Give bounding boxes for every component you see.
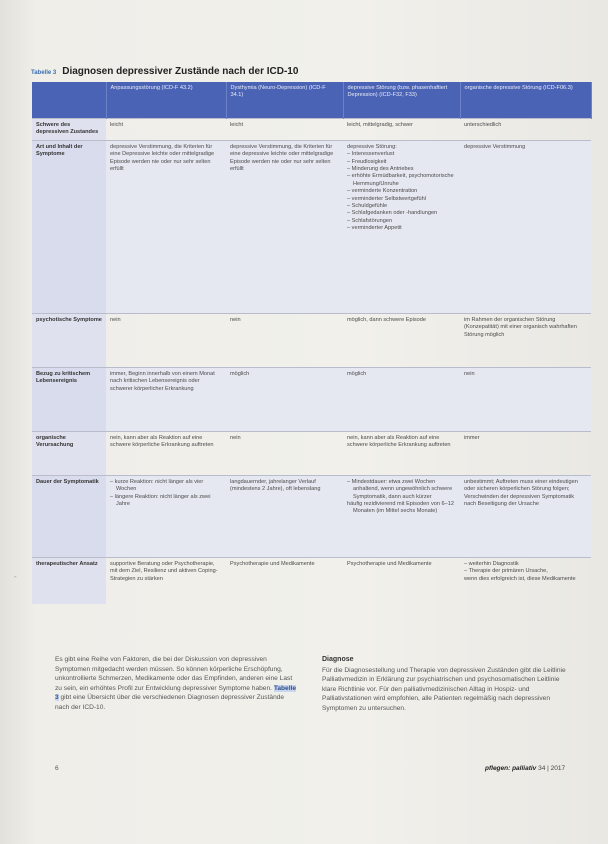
diagnosis-paragraph: Für die Diagnosestellung und Therapie von depressiven Zuständen gibt die Leitlinie Palliativmedizin in Erklärung zur psychiatrischen und psychosomatischen Leitlinie klare Richtlinie vor. Für den palliativmedizinischen Alltag in Hospiz- und Palliativstationen wird empfohlen, alle Patienten regelmäßig nach depressiven Symptomen zu untersuchen.: [322, 666, 566, 712]
page-edge-mark: -: [14, 572, 17, 581]
cell-list-item: – Freudlosigkeit: [347, 158, 387, 165]
table-cell: [343, 475, 460, 557]
cell-list-item: – Schlafgedanken oder -handlungen: [347, 210, 438, 217]
cell-list-item: – Schuldgefühle: [347, 203, 388, 210]
cell-list-item: häufig rezidivierend mit Episoden von 6–12 Monaten (im Mittel sechs Monate): [347, 501, 454, 515]
paragraph-text-1: Es gibt eine Reihe von Faktoren, die bei der Diskussion von depressiven Symptomen mitgedacht werden müssen. So können körperliche Erschöpfung, unkontrollierte Schmerzen, Medikamente oder das Empfinden, anderen eine Last zu sein, ein erhöhtes Profil zur Entwicklung depressiver Symptome haben.: [55, 656, 293, 692]
cell-list-item: – Schlafstörungen: [347, 217, 393, 224]
body-column-right: [322, 655, 567, 714]
table-row-life-event: [32, 367, 591, 431]
cell-list-item: – Minderung des Antriebes: [347, 166, 414, 173]
cell-list-item: – längere Reaktion: nicht länger als zwei Jahre: [110, 493, 211, 508]
row-header: organische Verursachung: [32, 431, 106, 475]
cell-list-item: – verminderter Selbstwertgefühl: [347, 195, 426, 202]
table-label: Tabelle 3: [31, 70, 57, 76]
table-cell: nein, kann aber als Reaktion auf eine schwere körperliche Erkrankung auftreten: [343, 431, 460, 475]
table-cell: nein: [106, 313, 226, 367]
header-organic-depression: organische depressive Störung (ICD-F06.3): [460, 82, 591, 119]
row-header: Art und Inhalt der Symptome: [32, 140, 106, 313]
table-row-therapy: [32, 557, 591, 604]
cell-list: [110, 479, 222, 509]
page-number: 6: [55, 765, 59, 772]
table-cell: langdauernder, jahrelanger Verlauf (mindestens 2 Jahre), oft lebenslang: [226, 475, 343, 557]
cell-list-item: – verminderte Konzentration: [347, 188, 418, 195]
table-cell: leicht: [226, 119, 343, 141]
intro-paragraph: [55, 655, 300, 713]
table-cell: depressive Verstimmung, die Kriterien für eine depressive leichte oder mittelgradige Episode werden nie oder nur sehr selten erfüllt: [226, 140, 343, 313]
table-cell: möglich: [343, 367, 460, 431]
body-text: [55, 655, 567, 714]
body-column-left: [55, 655, 300, 714]
header-dysthymia: Dysthymia (Neuro-Depression) (ICD-F 34.1): [226, 82, 343, 119]
row-header: Dauer der Symptomatik: [32, 475, 106, 557]
table-cell: immer: [460, 431, 591, 475]
table-cell: nein: [460, 367, 591, 431]
table-cell: im Rahmen der organischen Störung (Konzepatität) mit einer organisch wahrhaften Störung möglich: [460, 313, 591, 367]
row-header: therapeutischer Ansatz: [32, 557, 106, 604]
table-cell: unbestimmt; Auftreten muss einer eindeutigen oder sicheren körperlichen Störung folgen; Verschwinden der depressiven Symptomatik nach Beseitigung der Ursache: [460, 475, 591, 557]
table-cell: möglich: [226, 367, 343, 431]
table-cell: [106, 475, 226, 557]
row-header: Bezug zu kritischem Lebensereignis: [32, 367, 106, 431]
table-cell: unterschiedlich: [460, 119, 591, 141]
cell-list-item: – erhöhte Ermüdbarkeit, psychomotorische Hemmung/Unruhe: [347, 173, 454, 187]
cell-list-item: – weiterhin Diagnostik: [464, 560, 519, 567]
table-header-row: [32, 82, 591, 119]
cell-list: [347, 479, 456, 516]
cell-list: [464, 561, 587, 583]
row-header: psychotische Symptome: [32, 313, 106, 367]
journal-issue: 34 | 2017: [538, 765, 566, 772]
diagnosis-table: [32, 82, 592, 604]
table-row-severity: [32, 119, 591, 141]
table-cell: leicht: [106, 119, 226, 141]
table-cell: möglich, dann schwere Episode: [343, 313, 460, 367]
journal-name: pflegen: palliativ: [485, 765, 537, 772]
table-cell: Psychotherapie und Medikamente: [226, 557, 343, 604]
table-caption: [31, 66, 591, 80]
table-cell: nein: [226, 313, 343, 367]
table-title: Diagnosen depressiver Zustände nach der ICD-10: [62, 66, 299, 77]
table-body: [32, 119, 591, 604]
header-corner: [32, 82, 106, 119]
table-cell: supportive Beratung oder Psychotherapie, mit dem Ziel, Resilienz und aktiven Coping-Strategien zu stärken: [106, 557, 226, 604]
cell-list: [347, 144, 456, 233]
table-cell: [460, 557, 591, 604]
table-cell: immer, Beginn innerhalb von einem Monat nach kritischen Lebensereignis oder schwerer körperlicher Erkrankung: [106, 367, 226, 431]
table-row-symptoms: [32, 140, 591, 313]
cell-list-item: – Mindestdauer: etwa zwei Wochen anhaltend, wenn ungewöhnlich schwere Symptomatik, dann auch kürzer: [347, 478, 453, 500]
table-cell: Psychotherapie und Medikamente: [343, 557, 460, 604]
cell-list-item: wenn dies erfolgreich ist, diese Medikamente: [464, 575, 576, 582]
table-cell: leicht, mittelgradig, schwer: [343, 119, 460, 141]
table-reference[interactable]: Tabelle 3: [55, 684, 297, 702]
paragraph-text-2: gibt eine Übersicht über die verschiedenen Diagnosen depressiver Zustände nach der ICD-10.: [55, 694, 285, 711]
cell-list-item: – Therapie der primären Ursache,: [464, 568, 548, 575]
table-row-psychotic-symptoms: [32, 313, 591, 367]
header-depressive-disorder: depressive Störung (bzw. phasenhaftiert Depression) (ICD-F32, F33): [343, 82, 460, 119]
section-heading: Diagnose: [322, 656, 354, 663]
table-cell: depressive Verstimmung: [460, 140, 591, 313]
table-cell: nein: [226, 431, 343, 475]
table-cell: depressive Verstimmung, die Kriterien für eine Depressive leichte oder mittelgradige Episode werden nie oder nur sehr selten erfüllt: [106, 140, 226, 313]
cell-list-item: depressive Störung:: [347, 143, 397, 150]
cell-list-item: – kurze Reaktion: nicht länger als vier Wochen: [110, 478, 204, 493]
journal-footer: [485, 765, 565, 772]
table-row-organic-cause: [32, 431, 591, 475]
cell-list-item: – verminderter Appetit: [347, 225, 402, 232]
row-header: Schwere des depressiven Zustandes: [32, 119, 106, 141]
table-cell: [343, 140, 460, 313]
table-row-duration: [32, 475, 591, 557]
header-adjustment-disorder: Anpassungsstörung (ICD-F 43.2): [106, 82, 226, 119]
table-cell: nein, kann aber als Reaktion auf eine schwere körperliche Erkrankung auftreten: [106, 431, 226, 475]
cell-list-item: – Interessenverlust: [347, 151, 395, 158]
